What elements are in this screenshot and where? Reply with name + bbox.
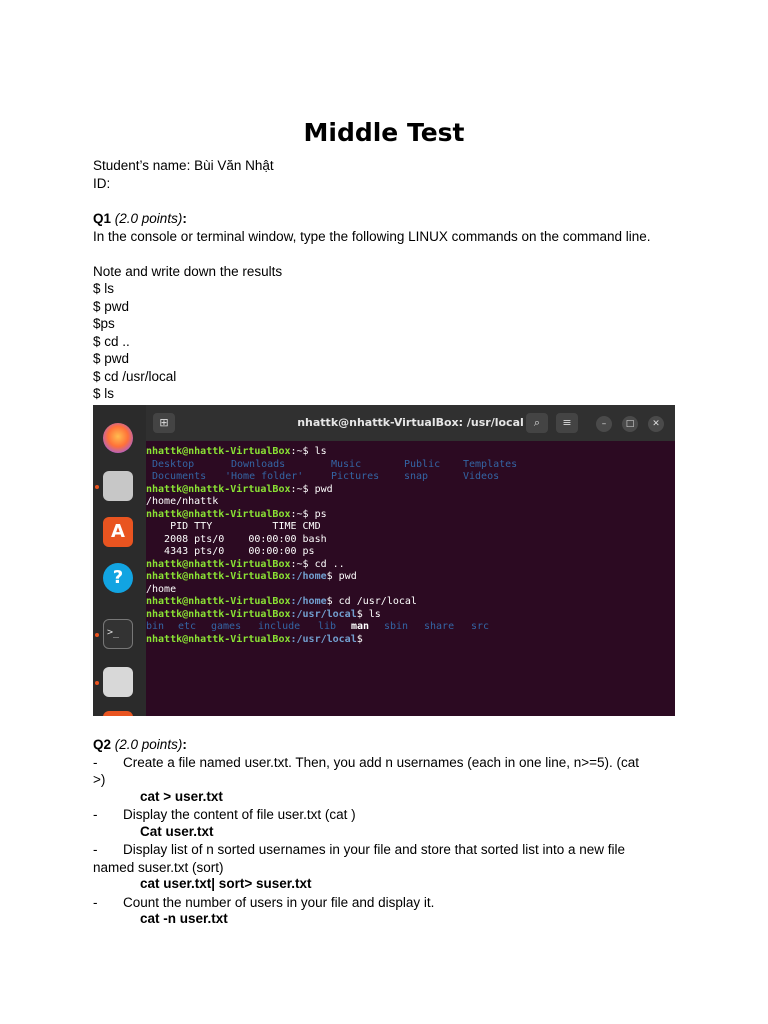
q2-command: Cat user.txt: [140, 824, 214, 839]
q2-points: (2.0 points): [114, 737, 183, 752]
q1-command: $ pwd: [93, 351, 130, 366]
new-tab-icon[interactable]: ⊞: [153, 413, 175, 433]
student-name: Student’s name: Bùi Văn Nhật: [93, 158, 274, 173]
q1-note: Note and write down the results: [93, 264, 283, 279]
terminal-line: nhattk@nhattk-VirtualBox:~$ ps: [146, 509, 327, 520]
document-title: Middle Test: [303, 118, 465, 147]
q2-heading: [93, 736, 187, 753]
prompt-user: nhattk@nhattk-VirtualBox: [146, 446, 291, 457]
app-icon: [103, 711, 133, 716]
q1-command: $ cd ..: [93, 334, 130, 349]
student-id: ID:: [93, 176, 111, 191]
q2-item: - Display list of n sorted usernames in your file and store that sorted list into a new file: [93, 842, 625, 857]
q1-command: $ ls: [93, 386, 115, 401]
files-icon: [103, 471, 133, 501]
terminal-line: nhattk@nhattk-VirtualBox:~$ cd ..: [146, 559, 345, 570]
terminal-output[interactable]: nhattk@nhattk-VirtualBox:~$ ls Desktop Downloads Music Public Templates Documents 'Home folder' Pictures snap Videos nhattk@nhattk-VirtualBox:~$ pwd /home/nhattk nhattk@nhattk-VirtualBox:~$ ps PID TTY TIME CMD 2008 pts/0 00:00:00 bash 4343 pts/0 00:00:00 ps nhattk@nhattk-VirtualBox:~$ cd .. nhattk@nhattk-VirtualBox:/home$ pwd /home nhattk@nhattk-VirtualBox:/home$ cd /usr/local nhattk@nhattk-VirtualBox:/usr/local$ ls bin etc games include lib man sbin share src nhattk@nhattk-VirtualBox:/usr/local$: [146, 446, 518, 645]
terminal-line: nhattk@nhattk-VirtualBox:/home$ cd /usr/local: [146, 596, 417, 607]
q1-command: $ps: [93, 316, 115, 331]
q2-colon: :: [182, 737, 187, 752]
help-icon: ?: [103, 563, 133, 593]
q1-command: $ cd /usr/local: [93, 369, 177, 384]
terminal-line: nhattk@nhattk-VirtualBox:~$ ls: [146, 446, 327, 457]
terminal-line: nhattk@nhattk-VirtualBox:/usr/local$ ls: [146, 609, 381, 620]
q2-item: - Create a file named user.txt. Then, you add n usernames (each in one line, n>=5). (cat: [93, 755, 640, 770]
q1-command: $ pwd: [93, 299, 130, 314]
running-indicator: [95, 485, 99, 489]
q1-heading: [93, 210, 187, 227]
q1-colon: :: [182, 211, 187, 226]
firefox-icon: [103, 423, 133, 453]
q2-item: - Display the content of file user.txt (cat ): [93, 807, 356, 822]
menu-icon[interactable]: ≡: [556, 413, 578, 433]
close-icon[interactable]: ✕: [648, 416, 664, 432]
terminal-window-title: nhattk@nhattk-VirtualBox: /usr/local: [297, 416, 524, 429]
app-center-icon: A: [103, 517, 133, 547]
running-indicator: [95, 681, 99, 685]
maximize-icon[interactable]: □: [622, 416, 638, 432]
terminal-line: /home/nhattk: [146, 496, 219, 507]
q2-item-continuation: >): [93, 772, 106, 787]
terminal-line: 2008 pts/0 00:00:00 bash: [146, 534, 327, 545]
terminal-screenshot: [93, 405, 675, 716]
search-icon[interactable]: ⌕: [526, 413, 548, 433]
terminal-line: PID TTY TIME CMD: [146, 521, 321, 532]
q2-item: - Count the number of users in your file and display it.: [93, 895, 435, 910]
terminal-line: /home: [146, 584, 177, 595]
running-indicator: [95, 633, 99, 637]
q1-command: $ ls: [93, 281, 115, 296]
terminal-line: nhattk@nhattk-VirtualBox:/usr/local$: [146, 634, 363, 645]
q2-command: cat > user.txt: [140, 789, 223, 804]
ubuntu-dock: [93, 405, 146, 716]
terminal-titlebar: [146, 405, 675, 441]
image-viewer-icon: [103, 667, 133, 697]
q2-command: cat user.txt| sort> suser.txt: [140, 876, 312, 891]
terminal-line: nhattk@nhattk-VirtualBox:/home$ pwd: [146, 571, 357, 582]
q1-points: (2.0 points): [114, 211, 183, 226]
minimize-icon[interactable]: –: [596, 416, 612, 432]
q2-command: cat -n user.txt: [140, 911, 228, 926]
q2-item-continuation: named suser.txt (sort): [93, 860, 224, 875]
terminal-line: 4343 pts/0 00:00:00 ps: [146, 546, 315, 557]
terminal-line: nhattk@nhattk-VirtualBox:~$ pwd: [146, 484, 333, 495]
terminal-icon: >_: [103, 619, 133, 649]
q2-label: Q2: [93, 737, 112, 752]
q1-instruction: In the console or terminal window, type the following LINUX commands on the command line.: [93, 229, 651, 244]
q1-label: Q1: [93, 211, 112, 226]
